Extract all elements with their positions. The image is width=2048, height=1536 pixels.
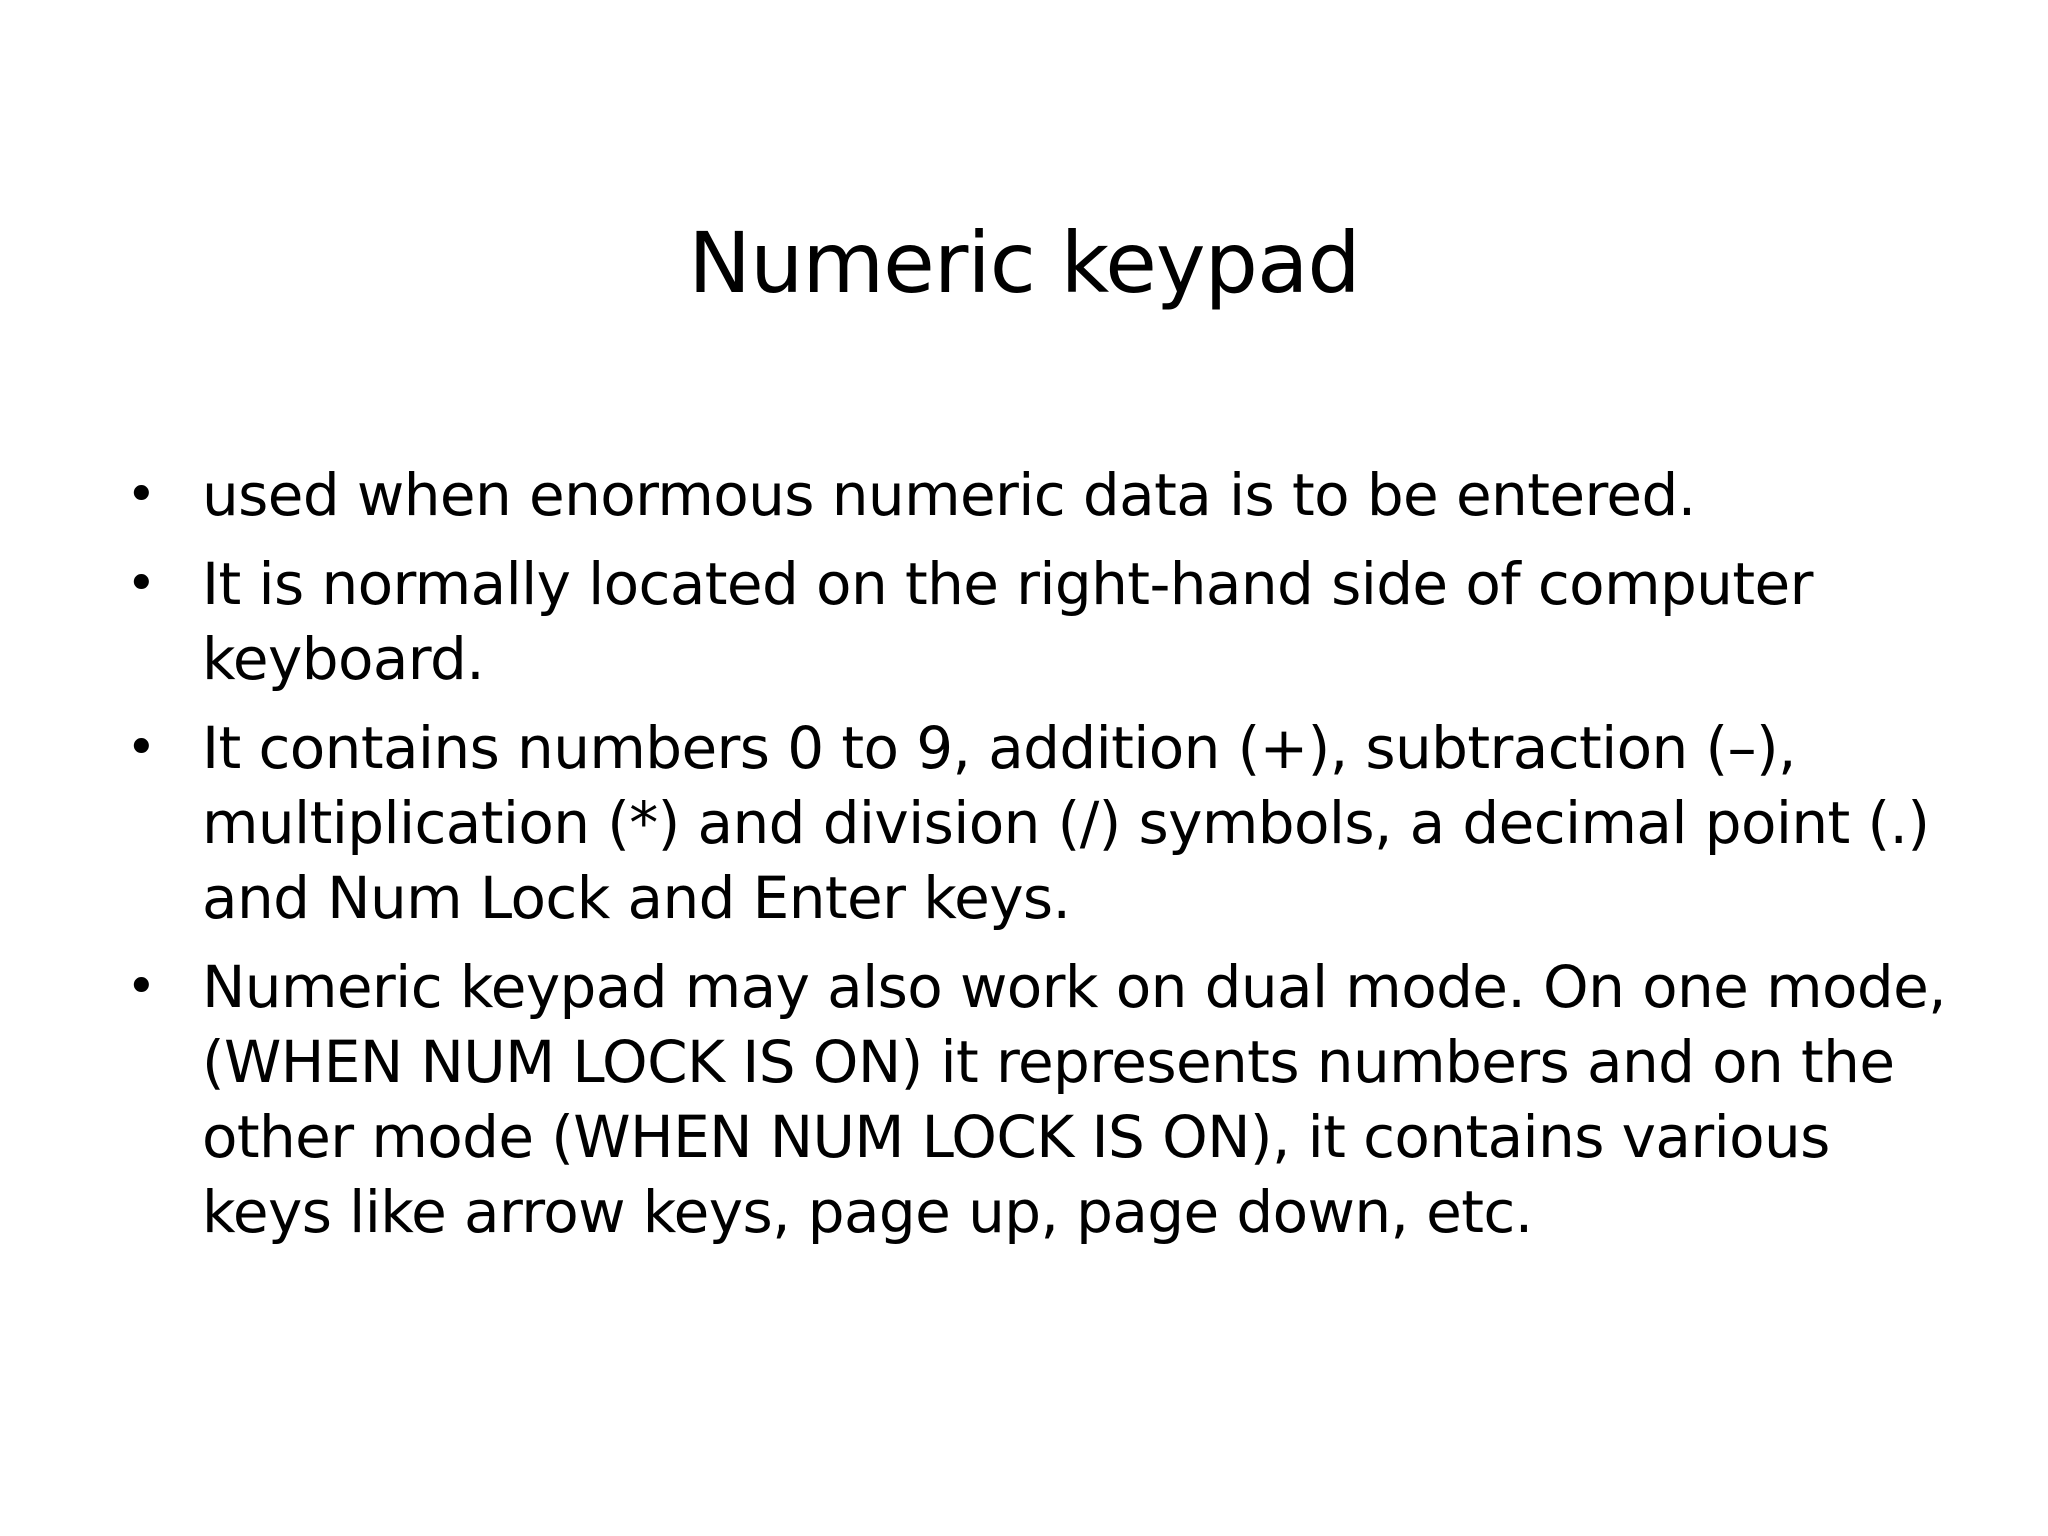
slide-title: Numeric keypad — [688, 214, 1360, 312]
bullet-item — [120, 950, 1960, 1250]
bullet-text: used when enormous numeric data is to be entered. — [202, 461, 1696, 529]
bullet-text: Numeric keypad may also work on dual mode. On one mode,(WHEN NUM LOCK IS ON) it represents numbers and on the other mode (WHEN NUM LOCK IS ON), it contains various keys like arrow keys, page up, page down, etc. — [202, 953, 1946, 1246]
bullet-dot-icon: • — [126, 957, 157, 1017]
bullet-text: It is normally located on the right-hand side of computer keyboard. — [202, 550, 1813, 693]
bullet-item — [120, 458, 1960, 533]
bullet-item — [120, 711, 1960, 936]
bullet-dot-icon: • — [126, 554, 157, 614]
bullet-dot-icon: • — [126, 465, 157, 525]
bullet-dot-icon: • — [126, 718, 157, 778]
bullet-text: It contains numbers 0 to 9, addition (+), subtraction (–), multiplication (*) and division (/) symbols, a decimal point (.) and Num Lock and Enter keys. — [202, 714, 1930, 932]
bullet-list — [120, 458, 1960, 1264]
bullet-item — [120, 547, 1960, 697]
